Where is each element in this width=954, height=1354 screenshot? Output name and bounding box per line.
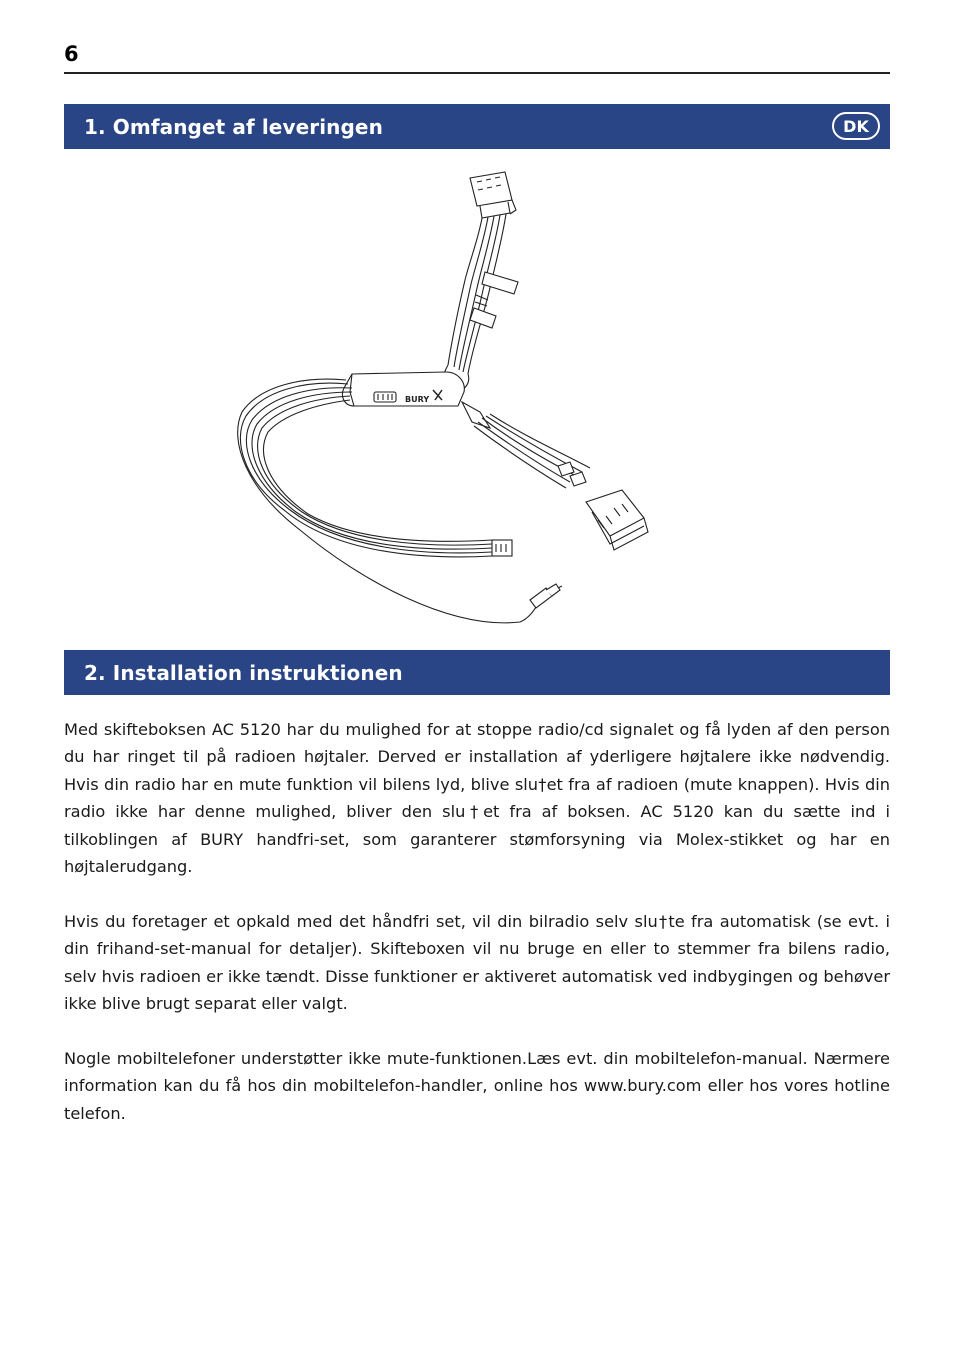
language-badge: DK: [832, 112, 880, 140]
page-number: 6: [64, 42, 79, 66]
left-cable-loop: [238, 379, 540, 623]
upper-cable-bundle: [443, 214, 506, 390]
bottom-connector: [586, 490, 648, 550]
section-header-delivery: [64, 104, 890, 149]
audio-jack: [530, 584, 562, 608]
header-rule: [64, 72, 890, 74]
clip-tab-upper: [482, 272, 518, 294]
brand-logo: BURY: [405, 395, 430, 404]
molex-plug: [492, 540, 512, 556]
section-header-installation: [64, 650, 890, 695]
section-title-delivery: 1. Omfanget af leveringen: [84, 114, 383, 139]
clip-tab-lower: [470, 308, 496, 328]
paragraph: Med skifteboksen AC 5120 har du mulighed for at stoppe radio/cd signalet og få lyden af den person du har ringet til på radioen højtaler. Derved er installation af yderligere højtalere ikke nødvendig. Hvis din radio har en mute funktion vil bilens lyd, blive slu†et fra af radioen (mute knappen). Hvis din radio ikke har denne mulighed, bliver den slu†et fra af boksen. AC 5120 kan du sætte ind i tilkoblingen af BURY handfri-set, som garanterer stømforsyning via Molex-stikket og har en højtalerudgang.: [64, 720, 890, 877]
switch-box: [342, 372, 464, 406]
cable-sleeve: [462, 402, 490, 428]
lower-cable-bundle: [474, 414, 590, 488]
installation-body: [64, 716, 890, 1154]
cable-harness-illustration: [230, 160, 670, 640]
paragraph: Hvis du foretager et opkald med det håndfri set, vil din bilradio selv slu†te fra automatisk (se evt. i din frihand-set-manual for detaljer). Skifteboxen vil nu bruge en eller to stemmer fra bilens radio, selv hvis radioen er ikke tændt. Disse funktioner er aktiveret automatisk ved indbygingen og behøver ikke blive brugt separat eller valgt.: [64, 911, 890, 1014]
section-title-installation: 2. Installation instruktionen: [84, 660, 403, 685]
top-connector: [470, 172, 516, 218]
paragraph: Nogle mobiltelefoner understøtter ikke mute-funktionen.Læs evt. din mobiltelefon-manual. Nærmere information kan du få hos din mobiltelefon-handler, online hos www.bury.com eller hos vores hotline telefon.: [64, 1048, 890, 1123]
